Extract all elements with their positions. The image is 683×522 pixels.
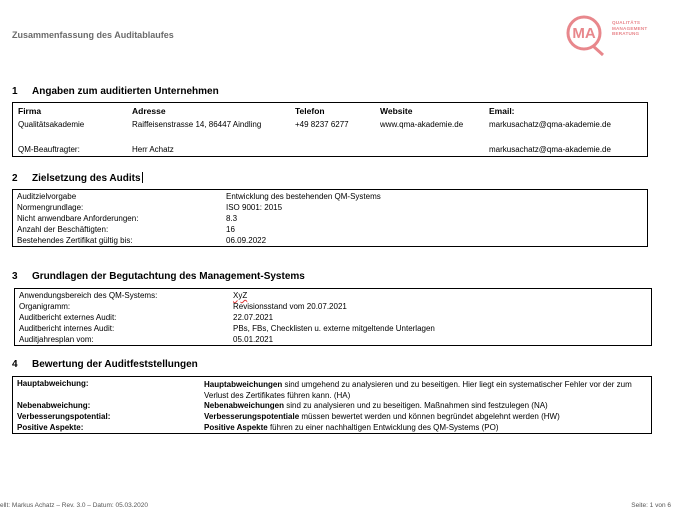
svg-text:MA: MA [572,25,596,42]
company-address: Raiffeisenstrasse 14, 86447 Aindling [132,120,262,129]
improvement-potential-description: Verbesserungspotentiale müssen bewertet werden und können begründet abgelehnt werden (HW) [204,412,560,421]
text-cursor [142,172,143,183]
audit-goal-value: Entwicklung des bestehenden QM-Systems [226,192,381,201]
footer-revision: ellt: Markus Achatz – Rev. 3.0 – Datum: 05.03.2020 [0,502,149,509]
external-audit-label: Auditbericht externes Audit: [19,313,117,322]
standard-value: ISO 9001: 2015 [226,203,283,212]
column-header-firma: Firma [18,106,42,116]
section-3-heading: 3 Grundlagen der Begutachtung des Management-Systems [12,271,305,282]
section-4-heading: 4 Bewertung der Auditfeststellungen [12,359,198,370]
page-header-title: Zusammenfassung des Auditablaufes [12,30,174,40]
annual-plan-label: Auditjahresplan vom: [19,335,94,344]
standard-label: Normengrundlage: [17,203,84,212]
employee-count-label: Anzahl der Beschäftigten: [17,225,109,234]
company-name: Qualitätsakademie [18,120,85,129]
qm-officer-email: markusachatz@qma-akademie.de [489,145,611,154]
certificate-valid-value: 06.09.2022 [226,236,267,245]
audit-goal-label: Auditzielvorgabe [17,192,77,201]
internal-audit-label: Auditbericht internes Audit: [19,324,115,333]
company-website: www.qma-akademie.de [380,120,464,129]
org-chart-value: Revisionsstand vom 20.07.2021 [233,302,347,311]
company-email: markusachatz@qma-akademie.de [489,120,611,129]
external-audit-value: 22.07.2021 [233,313,274,322]
internal-audit-value: PBs, FBs, Checklisten u. externe mitgeltende Unterlagen [233,324,435,333]
scope-value: XyZ [233,291,248,300]
employee-count-value: 16 [226,225,235,234]
positive-aspects-description: Positive Aspekte führen zu einer nachhaltigen Entwicklung des QM-Systems (PO) [204,423,499,432]
column-header-adresse: Adresse [132,106,166,116]
major-nonconformity-label: Hauptabweichung: [17,379,89,388]
excluded-requirements-value: 8.3 [226,214,238,223]
scope-label: Anwendungsbereich des QM-Systems: [19,291,158,300]
certificate-valid-label: Bestehendes Zertifikat gültig bis: [17,236,133,245]
improvement-potential-label: Verbesserungspotential: [17,412,111,421]
column-header-website: Website [380,106,413,116]
company-phone: +49 8237 6277 [295,120,349,129]
qm-officer-label: QM-Beauftragter: [18,145,80,154]
major-nonconformity-description: Hauptabweichungen sind umgehend zu analysieren und zu beseitigen. Hier liegt ein systematischer Fehler vor der zum Verlust des Zertifikates führen kann. (HA) [204,380,632,400]
minor-nonconformity-label: Nebenabweichung: [17,401,91,410]
qm-officer-name: Herr Achatz [132,145,174,154]
minor-nonconformity-description: Nebenabweichungen sind zu analysieren und zu beseitigen. Maßnahmen sind festzulegen (NA) [204,401,548,410]
footer-page-number: Seite: 1 von 6 [631,502,671,509]
section-2-heading[interactable]: 2 Zielsetzung des Audits [12,173,141,184]
column-header-email: Email: [489,106,515,116]
annual-plan-value: 05.01.2021 [233,335,274,344]
org-chart-label: Organigramm: [19,302,71,311]
column-header-telefon: Telefon [295,106,325,116]
section-2-title: Zielsetzung des Audits [32,173,141,184]
excluded-requirements-label: Nicht anwendbare Anforderungen: [17,214,139,223]
positive-aspects-label: Positive Aspekte: [17,423,84,432]
section-1-heading: 1 Angaben zum auditierten Unternehmen [12,86,219,97]
logo-tagline: QUALITÄTS MANAGEMENT BERATUNG [612,20,648,37]
